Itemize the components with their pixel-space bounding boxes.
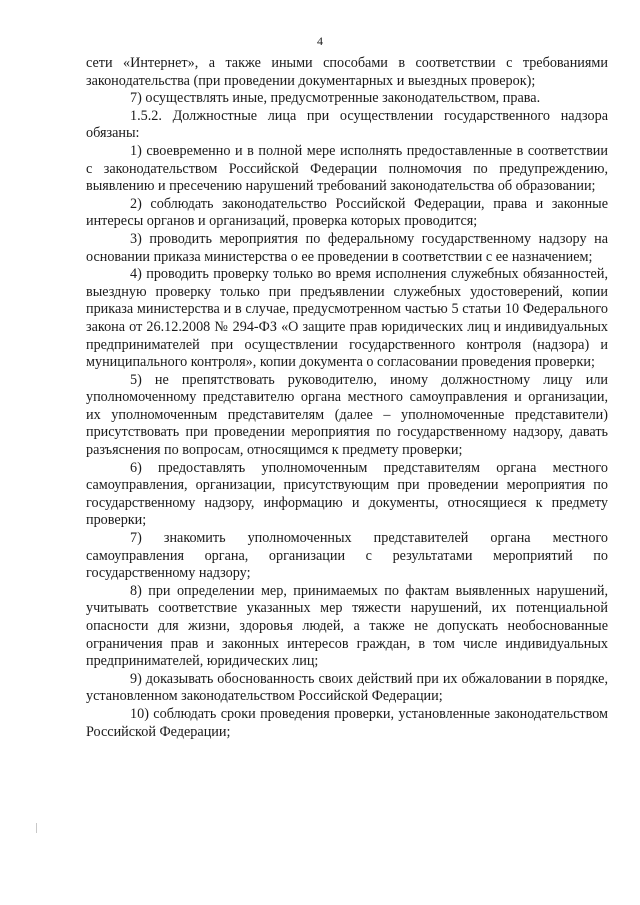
page-number: 4 xyxy=(317,34,323,48)
paragraph-duty-5: 5) не препятствовать руководителю, иному должностному лицу или уполномоченному представителю органа местного самоуправления и организации, их уполномоченным представителям (далее – уполномоченные представители) присутствовать при проведении мероприятия по государственному надзору, давать разъяснения по вопросам, относящимся к предмету проверки; xyxy=(86,371,608,459)
paragraph-item-7-rights: 7) осуществлять иные, предусмотренные законодательством, права. xyxy=(130,90,541,107)
paragraph-duty-2: 2) соблюдать законодательство Российской Федерации, права и законные интересы органов и организаций, проверка которых проводится; xyxy=(86,195,608,230)
section-heading-1-5-2: 1.5.2. Должностные лица при осуществлении государственного надзора обязаны: xyxy=(86,107,608,142)
paragraph-duty-9: 9) доказывать обоснованность своих действий при их обжаловании в порядке, установленном законодательством Российской Федерации; xyxy=(86,670,608,705)
paragraph-duty-3: 3) проводить мероприятия по федеральному государственному надзору на основании приказа министерства о ее проведении в соответствии с ее назначением; xyxy=(86,230,608,265)
paragraph-duty-1: 1) своевременно и в полной мере исполнять предоставленные в соответствии с законодательством Российской Федерации полномочия по предупреждению, выявлению и пресечению нарушений требований законодательства об образовании; xyxy=(86,142,608,195)
margin-scan-mark xyxy=(36,823,37,833)
paragraph-duty-10: 10) соблюдать сроки проведения проверки, установленные законодательством Российской Федерации; xyxy=(86,705,608,740)
paragraph-duty-4: 4) проводить проверку только во время исполнения служебных обязанностей, выездную проверку только при предъявлении служебных удостоверений, копии приказа министерства и в случае, предусмотренном частью 5 статьи 10 Федерального закона от 26.12.2008 № 294-ФЗ «О защите прав юридических лиц и индивидуальных предпринимателей при осуществлении государственного контроля (надзора) и муниципального контроля», копии документа о согласовании проведения проверки; xyxy=(86,266,608,371)
document-body xyxy=(86,55,608,741)
paragraph-continuation: сети «Интернет», а также иными способами в соответствии с требованиями законодательства (при проведении документарных и выездных проверок); xyxy=(86,55,608,89)
paragraph-duty-7: 7) знакомить уполномоченных представителей органа местного самоуправления органа, организации с результатами мероприятий по государственному надзору; xyxy=(86,530,608,582)
paragraph-duty-8: 8) при определении мер, принимаемых по фактам выявленных нарушений, учитывать соответствие указанных мер тяжести нарушений, их потенциальной опасности для жизни, здоровья людей, а также не допускать необоснованные ограничения прав и законных интересов граждан, в том числе индивидуальных предпринимателей, юридических лиц; xyxy=(86,582,608,670)
paragraph-duty-6: 6) предоставлять уполномоченным представителям органа местного самоуправления, организации, присутствующим при проведении мероприятия по государственному надзору, информацию и документы, относящиеся к предмету проверки; xyxy=(86,459,608,529)
